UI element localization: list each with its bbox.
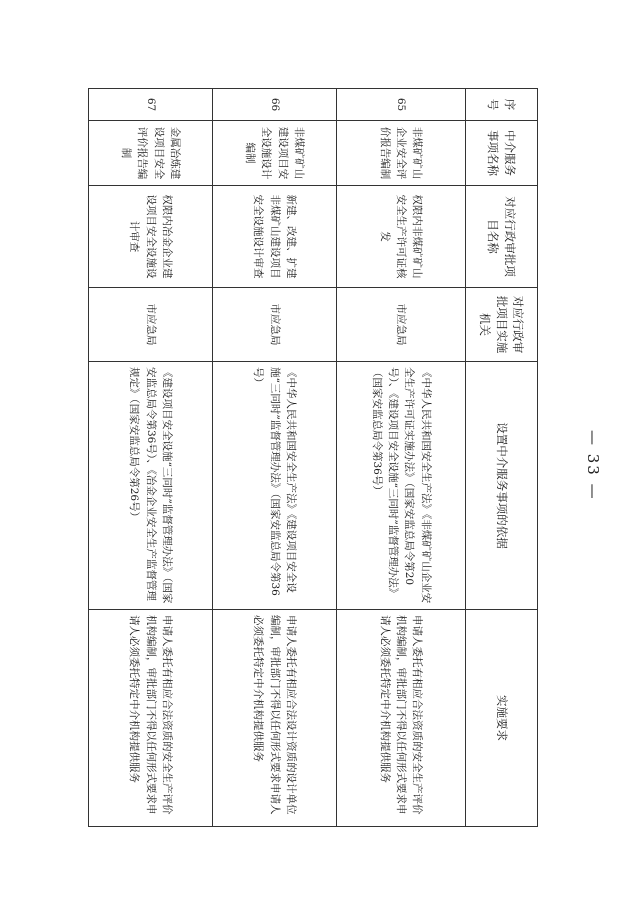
row-service: 金属冶炼建设项目安全评价报告编制	[89, 121, 213, 186]
table-row	[89, 89, 213, 827]
row-approval: 权限内冶金企业建设项目安全设施设计审查	[89, 186, 213, 288]
table-row	[213, 89, 337, 827]
row-basis: 《中华人民共和国安全生产法》《非煤矿矿山企业安全生产许可证实施办法》（国家安监总局令第20号）、《建设项目安全设施“三同时”监督管理办法》（国家安监总局令第36号）	[337, 362, 466, 610]
header-requirement: 实施要求	[466, 610, 538, 827]
row-requirement: 申请人委托有相应合法设计资质的设计单位编制，审批部门不得以任何形式要求申请人必须委托特定中介机构提供服务	[213, 610, 337, 827]
header-approval: 对应行政审批项目名称	[466, 186, 538, 288]
row-approval: 权限内非煤矿矿山安全生产许可证核发	[337, 186, 466, 288]
row-requirement: 申请人委托有相应合法资质的安全生产评价机构编制，审批部门不得以任何形式要求申请人必须委托特定中介机构提供服务	[89, 610, 213, 827]
row-basis: 《中华人民共和国安全生产法》《建设项目安全设施“三同时”监督管理办法》（国家安监总局令第36号）	[213, 362, 337, 610]
page-number: — 33 —	[584, 429, 602, 501]
row-seq: 65	[337, 89, 466, 121]
row-seq: 66	[213, 89, 337, 121]
row-basis: 《建设项目安全设施“三同时”监督管理办法》（国家安监总局令第36号）、《冶金企业安全生产监督管理规定》（国家安监总局令第26号）	[89, 362, 213, 610]
row-agency: 市应急局	[213, 288, 337, 362]
header-service: 中介服务事项名称	[466, 121, 538, 186]
row-approval: 新建、改建、扩建非煤矿山建设项目安全设施设计审查	[213, 186, 337, 288]
header-basis: 设置中介服务事项的依据	[466, 362, 538, 610]
row-agency: 市应急局	[337, 288, 466, 362]
table-row	[337, 89, 466, 827]
row-requirement: 申请人委托有相应合法资质的安全生产评价机构编制，审批部门不得以任何形式要求申请人必须委托特定中介机构提供服务	[337, 610, 466, 827]
row-service: 非煤矿矿山企业安全评价报告编制	[337, 121, 466, 186]
header-agency: 对应行政审批项目实施机关	[466, 288, 538, 362]
row-seq: 67	[89, 89, 213, 121]
intermediary-services-table	[88, 88, 538, 827]
row-service: 非煤矿矿山建设项目安全设施设计编制	[213, 121, 337, 186]
header-seq: 序号	[466, 89, 538, 121]
table-header-row	[466, 89, 538, 827]
rotated-table-container	[89, 88, 538, 826]
row-agency: 市应急局	[89, 288, 213, 362]
